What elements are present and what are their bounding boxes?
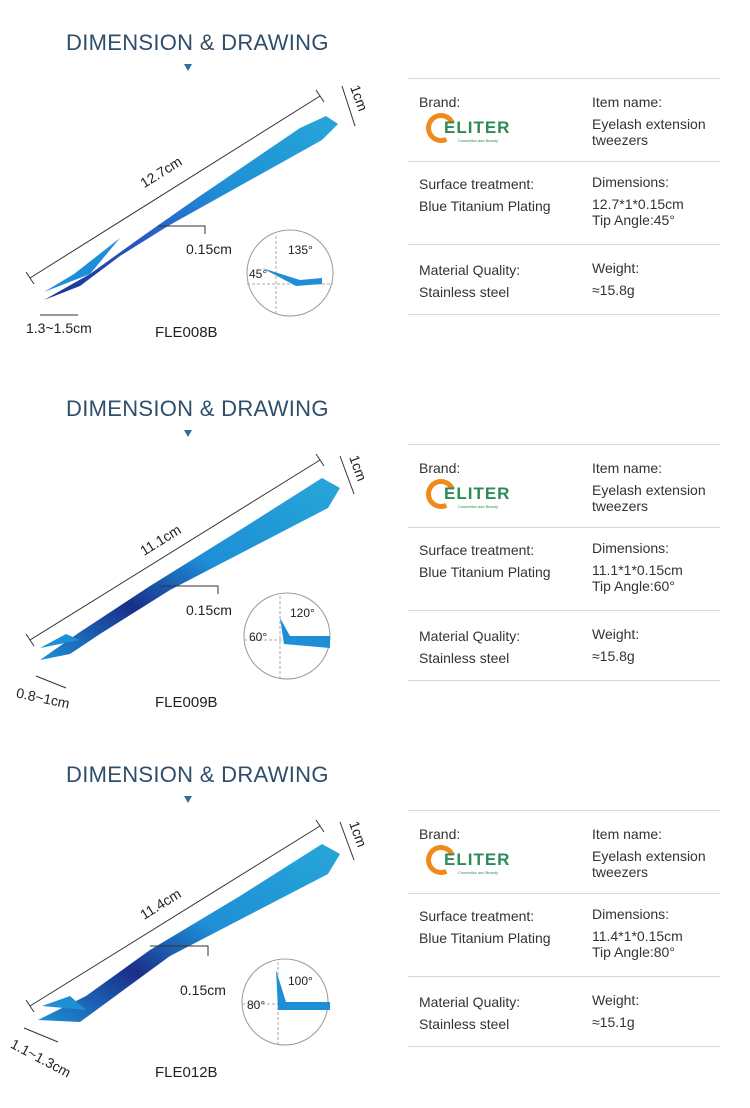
length-dimension-line: [30, 96, 320, 278]
weight-label: Weight:: [592, 260, 640, 276]
tweezer-drawing: [0, 444, 400, 732]
thickness-label: 0.15cm: [186, 602, 232, 618]
thickness-label: 0.15cm: [186, 241, 232, 257]
spec-table: [408, 810, 720, 1047]
tweezer-drawing: [0, 810, 400, 1098]
thickness-label: 0.15cm: [180, 982, 226, 998]
spec-table: [408, 78, 720, 315]
dimensions-value: 11.1*1*0.15cm: [592, 562, 683, 578]
brand-name: ELITER: [444, 850, 511, 869]
tweezer-drawing: [0, 78, 400, 366]
spec-table: [408, 444, 720, 681]
brand-label: Brand:: [419, 826, 461, 842]
width-label: 1cm: [347, 82, 372, 114]
eliter-logo: [426, 845, 516, 881]
tip-length-label: 0.8~1cm: [14, 684, 72, 712]
item-label: Item name:: [592, 826, 663, 842]
spec-row-brand: [408, 444, 720, 527]
weight-label: Weight:: [592, 992, 640, 1008]
item-label: Item name:: [592, 94, 663, 110]
weight-value: ≈15.1g: [592, 1014, 635, 1030]
item-value: Eyelash extension tweezers: [592, 116, 706, 148]
weight-value: ≈15.8g: [592, 282, 635, 298]
item-label: Item name:: [592, 460, 663, 476]
brand-name: ELITER: [444, 118, 511, 137]
spec-row-brand: [408, 810, 720, 893]
model-number: FLE008B: [155, 324, 218, 341]
tip-dimension-line: [24, 1028, 58, 1042]
item-value: Eyelash extension tweezers: [592, 848, 706, 880]
model-number: FLE012B: [155, 1064, 218, 1081]
eliter-logo: [426, 113, 516, 149]
spec-row-material: [408, 244, 720, 315]
material-value: Stainless steel: [419, 1016, 510, 1032]
weight-value: ≈15.8g: [592, 648, 635, 664]
brand-label: Brand:: [419, 460, 461, 476]
product-section-3: [0, 732, 750, 1098]
material-label: Material Quality:: [419, 262, 521, 278]
material-label: Material Quality:: [419, 628, 521, 644]
tweezer-diagram: [0, 444, 400, 732]
model-number: FLE009B: [155, 694, 218, 711]
brand-label: Brand:: [419, 94, 461, 110]
spec-row-brand: [408, 78, 720, 161]
surface-label: Surface treatment:: [419, 176, 535, 192]
surface-label: Surface treatment:: [419, 542, 535, 558]
length-label: 11.1cm: [137, 521, 184, 559]
spec-row-surface: [408, 161, 720, 244]
angle-outer-label: 120°: [290, 606, 315, 620]
spec-row-surface: [408, 527, 720, 610]
surface-value: Blue Titanium Plating: [419, 930, 551, 946]
section-title: DIMENSION & DRAWING: [66, 30, 329, 55]
arrow-down-icon: [184, 430, 192, 437]
tweezer-body: [40, 478, 340, 660]
tip-dimension-line: [36, 676, 66, 688]
spec-row-material: [408, 976, 720, 1047]
tip-length-label: 1.3~1.5cm: [26, 320, 92, 336]
arrow-down-icon: [184, 64, 192, 71]
section-title: DIMENSION & DRAWING: [66, 396, 329, 421]
brand-tagline: Cosmetics and Beauty: [458, 504, 499, 509]
product-section-2: [0, 366, 750, 732]
tweezer-diagram: [0, 810, 400, 1098]
surface-value: Blue Titanium Plating: [419, 564, 551, 580]
dimensions-label: Dimensions:: [592, 906, 670, 922]
angle-inner-label: 45°: [249, 267, 268, 281]
angle-outer-label: 135°: [288, 243, 313, 257]
surface-label: Surface treatment:: [419, 908, 535, 924]
tip-angle-value: Tip Angle:60°: [592, 578, 675, 594]
dimensions-label: Dimensions:: [592, 540, 670, 556]
product-section-1: [0, 0, 750, 366]
dimensions-value: 12.7*1*0.15cm: [592, 196, 684, 212]
section-title: DIMENSION & DRAWING: [66, 762, 329, 787]
arrow-down-icon: [184, 796, 192, 803]
item-value: Eyelash extension tweezers: [592, 482, 706, 514]
brand-tagline: Cosmetics and Beauty: [458, 870, 499, 875]
brand-tagline: Cosmetics and Beauty: [458, 138, 499, 143]
dimensions-value: 11.4*1*0.15cm: [592, 928, 683, 944]
spec-row-material: [408, 610, 720, 681]
surface-value: Blue Titanium Plating: [419, 198, 551, 214]
tip-angle-value: Tip Angle:45°: [592, 212, 675, 228]
tip-angle-value: Tip Angle:80°: [592, 944, 675, 960]
material-value: Stainless steel: [419, 284, 510, 300]
length-label: 12.7cm: [137, 153, 185, 191]
width-label: 1cm: [346, 818, 371, 850]
material-value: Stainless steel: [419, 650, 510, 666]
dimensions-label: Dimensions:: [592, 174, 670, 190]
brand-name: ELITER: [444, 484, 511, 503]
material-label: Material Quality:: [419, 994, 521, 1010]
width-label: 1cm: [346, 452, 371, 484]
length-label: 11.4cm: [137, 885, 184, 923]
angle-outer-label: 100°: [288, 974, 313, 988]
tip-length-label: 1.1~1.3cm: [8, 1035, 74, 1081]
angle-inner-label: 60°: [249, 630, 268, 644]
length-dimension-line: [30, 460, 320, 640]
angle-inner-label: 80°: [247, 998, 266, 1012]
spec-row-surface: [408, 893, 720, 976]
weight-label: Weight:: [592, 626, 640, 642]
eliter-logo: [426, 479, 516, 515]
